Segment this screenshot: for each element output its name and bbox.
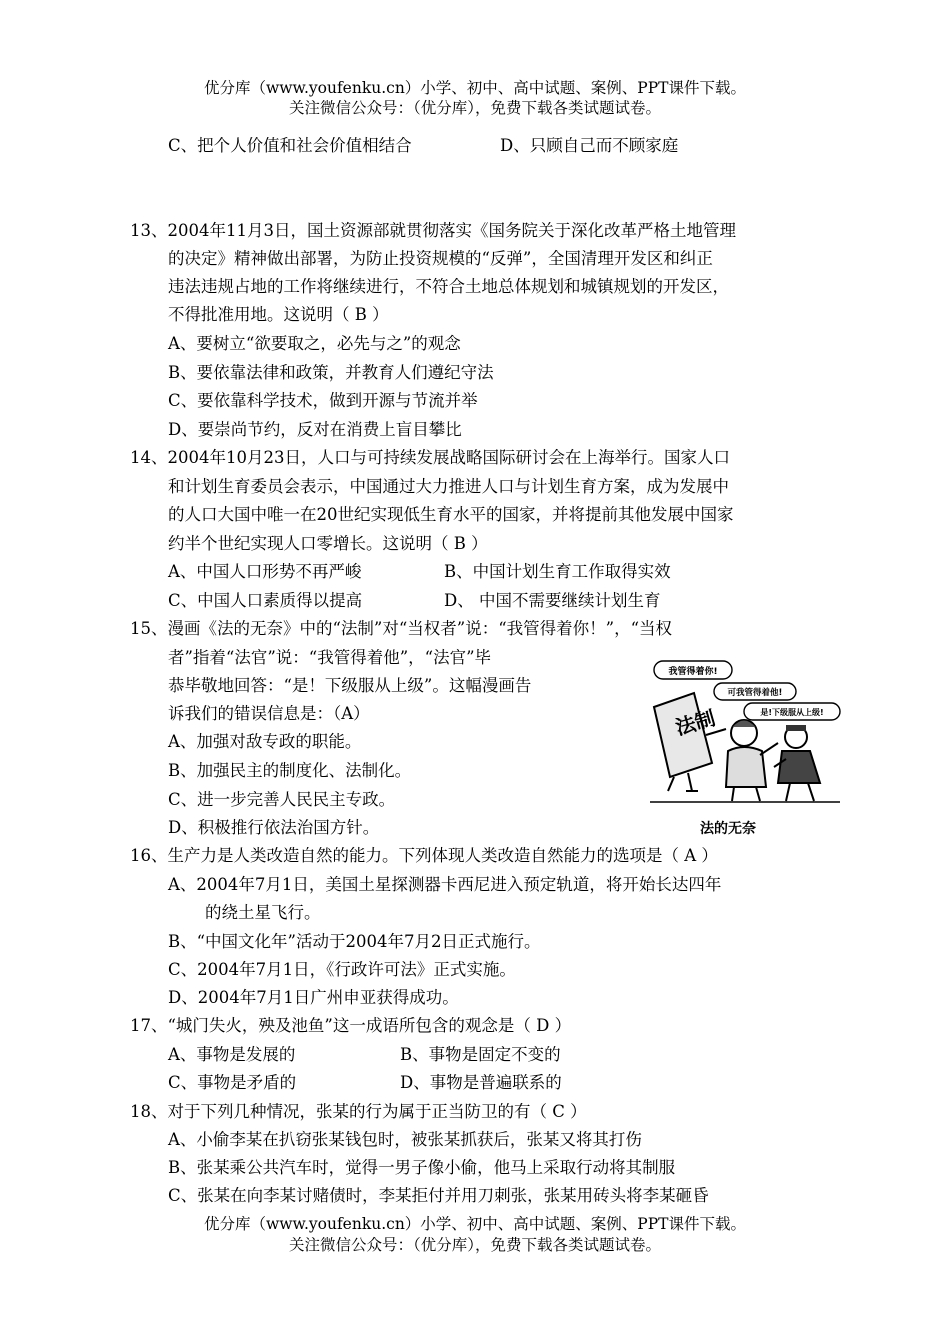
q14-stem-line-2: 和计划生育委员会表示，中国通过大力推进人口与计划生育方案，成为发展中 <box>168 477 729 496</box>
q17-option-c: C、事物是矛盾的 <box>168 1073 297 1092</box>
speech-bubble-1 <box>654 661 732 679</box>
q14-option-c: C、中国人口素质得以提高 <box>168 591 363 610</box>
q15-stem-line-2: 者”指着“法官”说：“我管得着他”，“法官”毕 <box>168 648 492 667</box>
q14-stem-line-4: 约半个世纪实现人口零增长。这说明（ B ） <box>168 534 488 553</box>
speech-bubble-3 <box>744 703 840 720</box>
q16-option-d: D、2004年7月1日广州申亚获得成功。 <box>168 988 459 1007</box>
q14-option-a: A、中国人口形势不再严峻 <box>168 562 362 581</box>
q15-stem-line-1: 15、漫画《法的无奈》中的“法制”对“当权者”说：“我管得着你！”，“当权 <box>130 619 673 638</box>
q15-option-a: A、加强对敌专政的职能。 <box>168 732 362 751</box>
q13-stem-line-3: 违法违规占地的工作将继续进行，不符合土地总体规划和城镇规划的开发区， <box>168 277 729 296</box>
q16-option-a-line-2: 的绕土星飞行。 <box>205 903 321 922</box>
q16-option-a-line-1: A、2004年7月1日，美国土星探测器卡西尼进入预定轨道，将开始长达四年 <box>168 875 722 894</box>
q17-option-d: D、事物是普遍联系的 <box>400 1073 562 1092</box>
q13-option-b: B、要依靠法律和政策，并教育人们遵纪守法 <box>168 363 494 382</box>
q13-stem-line-2: 的决定》精神做出部署，为防止投资规模的“反弹”，全国清理开发区和纠正 <box>168 249 713 268</box>
power-holder-figure <box>726 720 778 801</box>
q14-option-d: D、 中国不需要继续计划生育 <box>444 591 661 610</box>
cartoon-law-helplessness <box>646 655 844 815</box>
svg-text:我管得着你!: 我管得着你! <box>668 667 718 677</box>
q17-option-b: B、事物是固定不变的 <box>400 1045 561 1064</box>
q18-option-c: C、张某在向李某讨赌债时，李某拒付并用刀刺张，张某用砖头将李某砸昏 <box>168 1186 709 1205</box>
q18-option-b: B、张某乘公共汽车时，觉得一男子像小偷，他马上采取行动将其制服 <box>168 1158 676 1177</box>
svg-text:可我管得着他!: 可我管得着他! <box>727 688 783 698</box>
q16-stem-line-1: 16、生产力是人类改造自然的能力。下列体现人类改造自然能力的选项是（ A ） <box>130 846 718 865</box>
q15-stem-line-4: 诉我们的错误信息是：（A） <box>168 704 370 723</box>
q17-option-a: A、事物是发展的 <box>168 1045 296 1064</box>
speech-bubble-2 <box>714 683 796 700</box>
q16-option-c: C、2004年7月1日，《行政许可法》正式实施。 <box>168 960 516 979</box>
q15-option-b: B、加强民主的制度化、法制化。 <box>168 761 412 780</box>
q13-option-c: C、要依靠科学技术，做到开源与节流并举 <box>168 391 478 410</box>
cartoon-caption: 法的无奈 <box>700 821 756 837</box>
page-footer-line-2: 关注微信公众号：（优分库），免费下载各类试题试卷。 <box>288 1236 661 1254</box>
q14-option-b: B、中国计划生育工作取得实效 <box>444 562 671 581</box>
judge-figure <box>774 725 820 801</box>
q15-option-c: C、进一步完善人民民主专政。 <box>168 790 396 809</box>
q16-option-b: B、“中国文化年”活动于2004年7月2日正式施行。 <box>168 932 541 951</box>
q13-stem-line-4: 不得批准用地。这说明（ B ） <box>168 305 389 324</box>
q15-stem-line-3: 恭毕敬地回答：“是！下级服从上级”。这幅漫画告 <box>168 676 532 695</box>
q12-option-c: C、把个人价值和社会价值相结合 <box>168 136 412 155</box>
svg-text:法制: 法制 <box>672 705 718 740</box>
q15-option-d: D、积极推行依法治国方针。 <box>168 818 380 837</box>
page-header-line-1: 优分库（www.youfenku.cn）小学、初中、高中试题、案例、PPT课件下载。 <box>203 79 747 97</box>
q13-stem-line-1: 13、2004年11月3日，国土资源部就贯彻落实《国务院关于深化改革严格土地管理 <box>130 221 736 240</box>
q17-stem-line-1: 17、“城门失火，殃及池鱼”这一成语所包含的观念是（ D ） <box>130 1016 572 1035</box>
q14-stem-line-3: 的人口大国中唯一在20世纪实现低生育水平的国家，并将提前其他发展中国家 <box>168 505 734 524</box>
q18-stem-line-1: 18、对于下列几种情况，张某的行为属于正当防卫的有（ C ） <box>130 1102 587 1121</box>
q18-option-a: A、小偷李某在扒窃张某钱包时，被张某抓获后，张某又将其打伤 <box>168 1130 642 1149</box>
q13-option-d: D、要崇尚节约，反对在消费上盲目攀比 <box>168 420 462 439</box>
q14-stem-line-1: 14、2004年10月23日，人口与可持续发展战略国际研讨会在上海举行。国家人口 <box>130 448 730 467</box>
page-footer-line-1: 优分库（www.youfenku.cn）小学、初中、高中试题、案例、PPT课件下载。 <box>203 1215 747 1233</box>
svg-text:是!下级服从上级!: 是!下级服从上级! <box>760 708 824 717</box>
q13-option-a: A、要树立“欲要取之，必先与之”的观念 <box>168 334 461 353</box>
q12-option-d: D、只顾自己而不顾家庭 <box>500 136 679 155</box>
page-header-line-2: 关注微信公众号：（优分库），免费下载各类试题试卷。 <box>288 99 661 117</box>
law-sign-figure <box>654 693 726 791</box>
